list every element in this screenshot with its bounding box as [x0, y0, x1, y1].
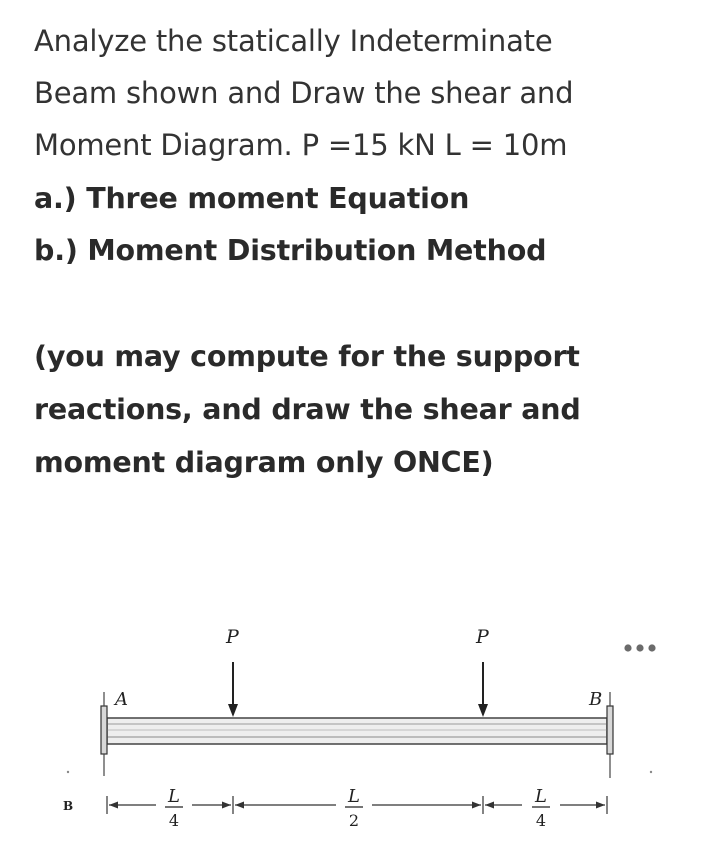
dim3-denominator: 4 — [535, 811, 547, 830]
stray-label-b: B — [63, 799, 74, 813]
dim1-numerator: L — [168, 786, 180, 807]
load-label-1: P — [226, 626, 239, 648]
note-line-1: (you may compute for the support — [34, 340, 580, 373]
fixed-support-left — [101, 692, 107, 776]
note-line-2: reactions, and draw the shear and — [34, 393, 581, 426]
support-label-b: B — [589, 689, 603, 710]
dim3-numerator: L — [535, 786, 547, 807]
part-b: b.) Moment Distribution Method — [34, 234, 547, 267]
dim1-denominator: 4 — [168, 811, 180, 830]
dimension-label-1 — [165, 786, 183, 830]
dimension-label-3 — [532, 786, 550, 830]
point-load-1 — [228, 662, 238, 717]
load-label-2: P — [476, 626, 489, 648]
dim2-denominator: 2 — [348, 811, 360, 830]
beam-figure — [0, 600, 720, 865]
problem-line-3: Moment Diagram. P =15 kN L = 10m — [34, 128, 568, 162]
beam — [107, 718, 607, 744]
fixed-support-right — [607, 692, 613, 778]
problem-line-2: Beam shown and Draw the shear and — [34, 76, 574, 110]
problem-line-1: Analyze the statically Indeterminate — [34, 24, 553, 58]
note-line-3: moment diagram only ONCE) — [34, 446, 494, 479]
dimension-label-2 — [345, 786, 363, 830]
dim2-numerator: L — [348, 786, 360, 807]
part-a: a.) Three moment Equation — [34, 182, 470, 215]
point-load-2 — [478, 662, 488, 717]
support-label-a: A — [115, 689, 128, 710]
